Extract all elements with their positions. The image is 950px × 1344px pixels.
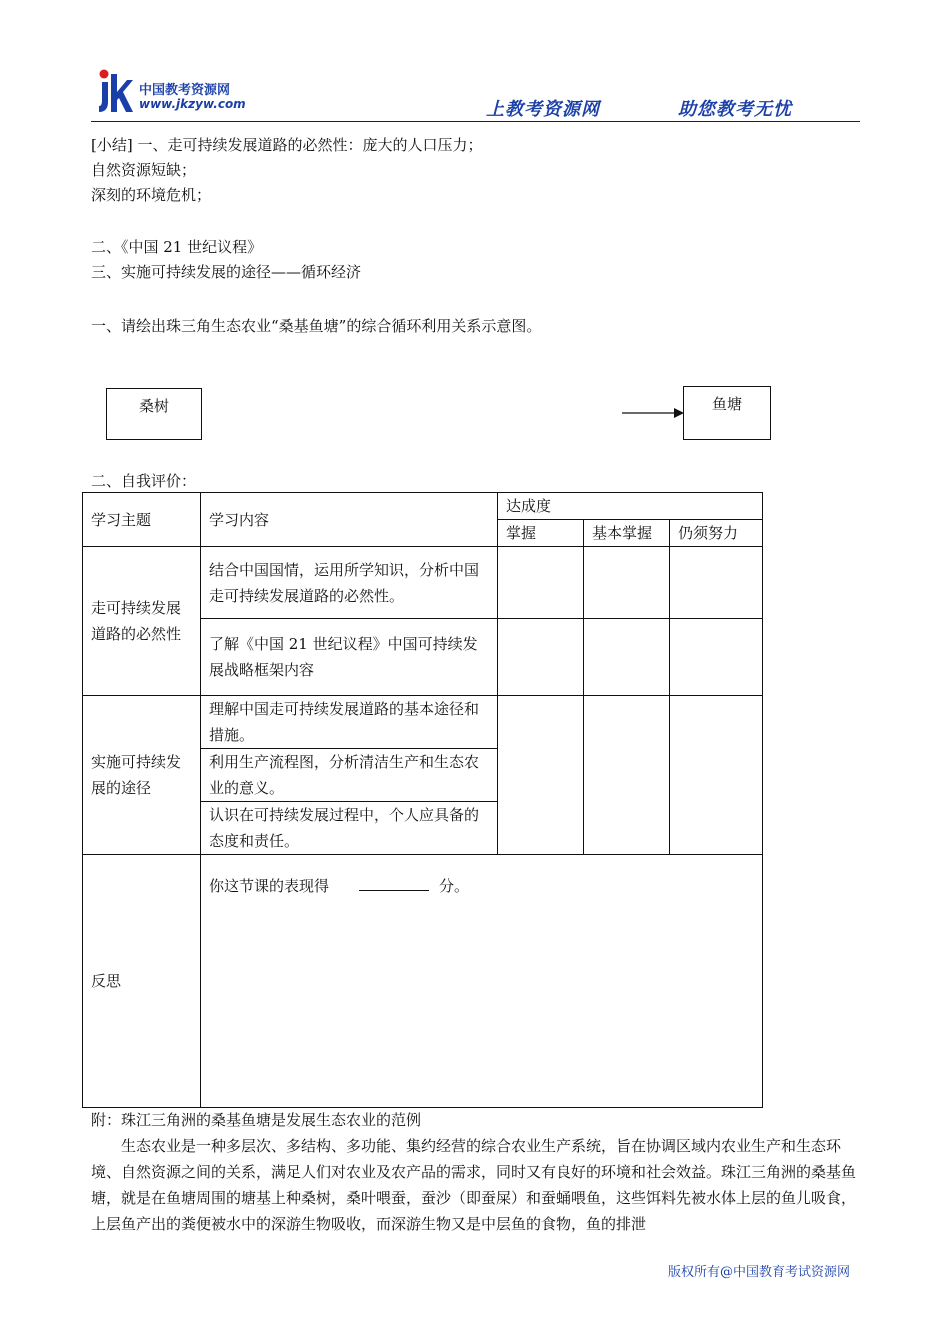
task-1-heading: 一、请绘出珠三角生态农业“桑基鱼塘”的综合循环利用关系示意图。 [91, 317, 542, 335]
cell-master-1b[interactable] [498, 619, 584, 696]
topic-approach: 实施可持续发展的途径 [83, 696, 201, 855]
cell-basic-1a[interactable] [584, 547, 670, 619]
header-master: 掌握 [498, 520, 584, 547]
summary-line-2: 自然资源短缺； [91, 161, 197, 179]
summary-line-1: [小结] 一、走可持续发展道路的必然性：庞大的人口压力； [91, 136, 483, 154]
header-basic: 基本掌握 [584, 520, 670, 547]
cell-master-2[interactable] [498, 696, 584, 855]
cell-basic-2[interactable] [584, 696, 670, 855]
header-effort: 仍须努力 [670, 520, 763, 547]
cell-effort-2[interactable] [670, 696, 763, 855]
reflection-cell [201, 855, 763, 1108]
slogan-right: 助您教考无忧 [678, 99, 792, 120]
reflection-suffix: 分。 [439, 877, 470, 895]
header-rule [91, 121, 860, 122]
logo-site-url[interactable]: www.jkzyw.com [139, 97, 246, 111]
cell-master-1a[interactable] [498, 547, 584, 619]
summary-line-4: 二、《中国 21 世纪议程》 [91, 238, 263, 256]
content-1a: 结合中国国情，运用所学知识，分析中国走可持续发展道路的必然性。 [201, 547, 498, 619]
appendix-body: 生态农业是一种多层次、多结构、多功能、集约经营的综合农业生产系统，旨在协调区域内农业生产和生态环境、自然资源之间的关系，满足人们对农业及农产品的需求，同时又有良好的环境和社会效益。珠江三角洲的桑基鱼塘，就是在鱼塘周围的塘基上种桑树，桑叶喂蚕，蚕沙（即蚕屎）和蚕蛹喂鱼，这些饵料先被水体上层的鱼儿吸食，上层鱼产出的粪便被水中的深游生物吸收，而深游生物又是中层鱼的食物，鱼的排泄 [91, 1137, 857, 1233]
logo-site-name: 中国教考资源网 [139, 83, 231, 98]
table-row [83, 696, 763, 749]
appendix-title: 附：珠江三角洲的桑基鱼塘是发展生态农业的范例 [91, 1111, 422, 1129]
header-content: 学习内容 [201, 493, 498, 547]
summary-line-5: 三、实施可持续发展的途径——循环经济 [91, 263, 362, 281]
content-2a: 理解中国走可持续发展道路的基本途径和措施。 [201, 696, 498, 749]
cell-effort-1b[interactable] [670, 619, 763, 696]
topic-necessity: 走可持续发展道路的必然性 [83, 547, 201, 696]
content-1b: 了解《中国 21 世纪议程》中国可持续发展战略框架内容 [201, 619, 498, 696]
table-row [83, 855, 763, 1108]
score-blank[interactable] [359, 876, 429, 891]
cell-effort-1a[interactable] [670, 547, 763, 619]
header-topic: 学习主题 [83, 493, 201, 547]
header-level: 达成度 [498, 493, 763, 520]
summary-line-3: 深刻的环境危机； [91, 186, 212, 204]
table-header-row [83, 493, 763, 520]
cell-basic-1b[interactable] [584, 619, 670, 696]
self-evaluation-table [82, 492, 763, 1108]
content-2b: 利用生产流程图，分析清洁生产和生态农业的意义。 [201, 749, 498, 802]
topic-reflection: 反思 [83, 855, 201, 1108]
task-2-heading: 二、自我评价： [91, 472, 197, 490]
diagram-box-mulberry: 桑树 [106, 388, 202, 440]
slogan-left: 上教考资源网 [486, 99, 600, 120]
diagram-box-fishpond: 鱼塘 [683, 386, 771, 440]
jk-logo-icon [97, 68, 133, 114]
footer-copyright: 版权所有@中国教育考试资源网 [668, 1265, 851, 1280]
reflection-prefix: 你这节课的表现得 [209, 877, 330, 895]
arrow-right-icon [622, 405, 684, 424]
table-row [83, 547, 763, 619]
content-2c: 认识在可持续发展过程中，个人应具备的态度和责任。 [201, 802, 498, 855]
